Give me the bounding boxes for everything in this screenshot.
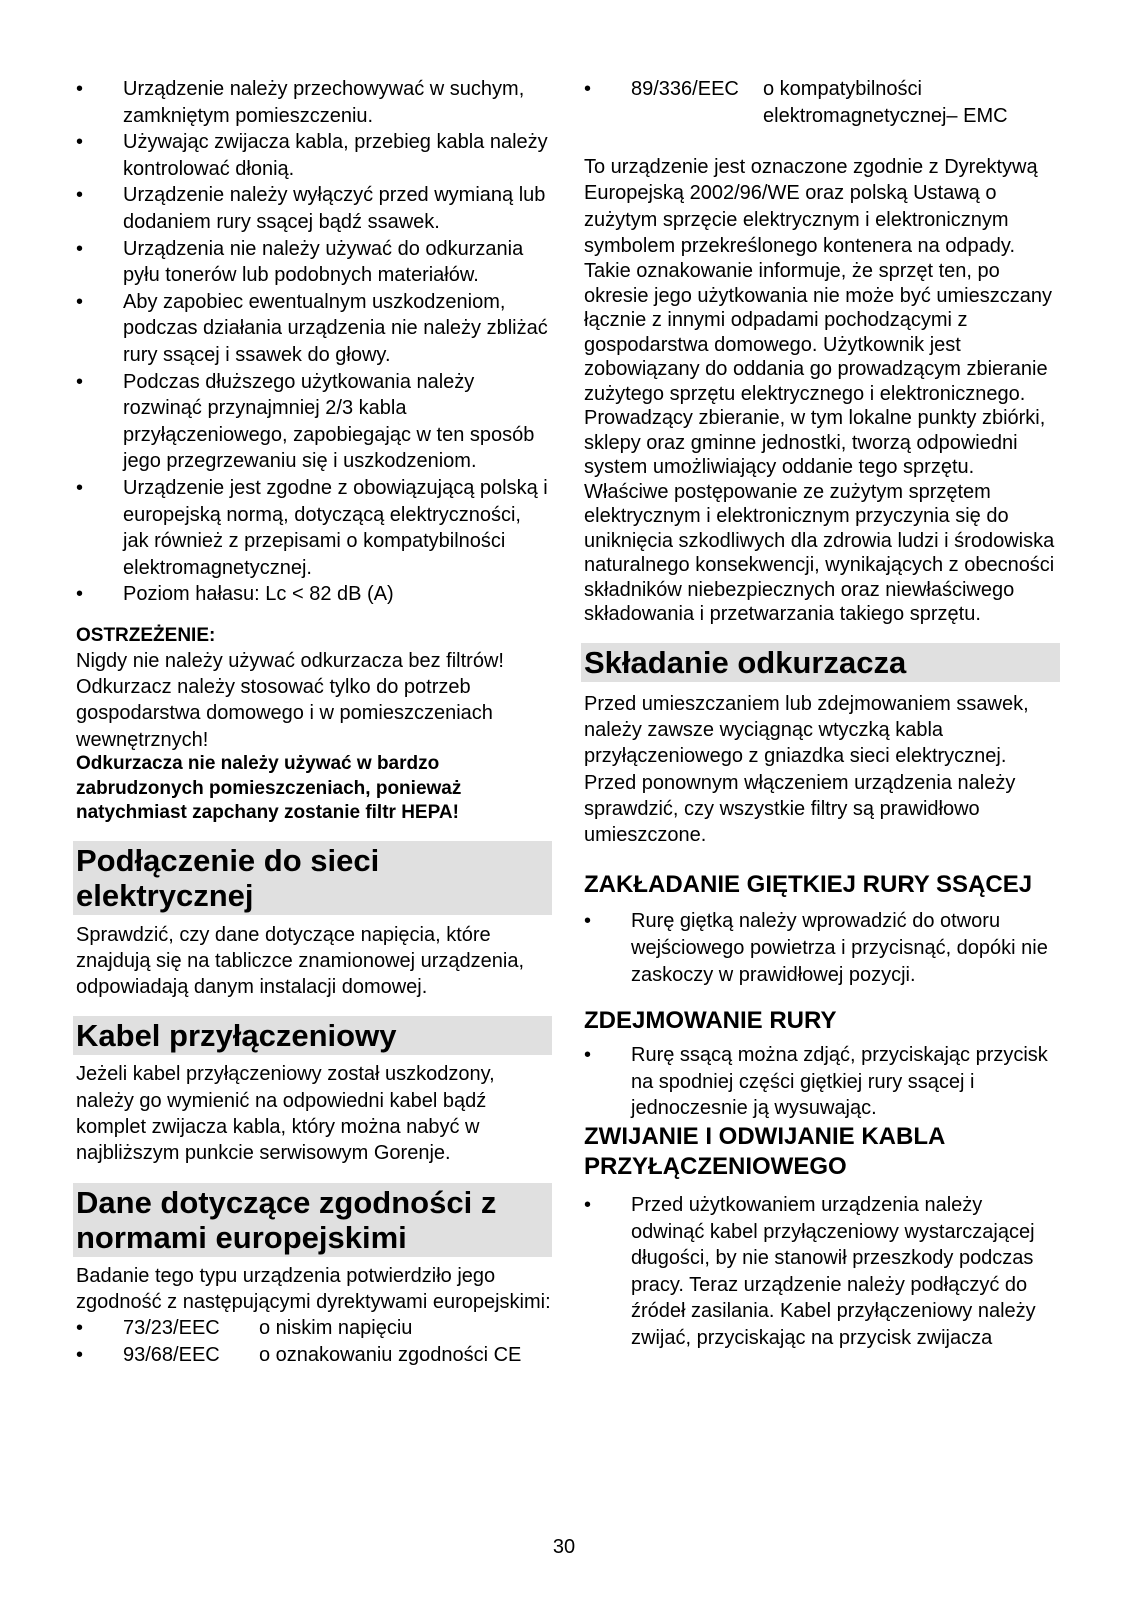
subheading-hose: ZAKŁADANIE GIĘTKIEJ RURY SSĄCEJ <box>584 871 1033 899</box>
directive-desc: o niskim napięciu <box>259 1317 413 1340</box>
cable-paragraph: Jeżeli kabel przyłączeniowy został uszkodzony, należy go wymienić na odpowiedni kabel bądź komplet zwijacza kabla, który można nabyć w najbliższym punkcie serwisowym Gorenje. <box>76 1063 495 1165</box>
directive-code: 89/336/EEC <box>631 78 739 100</box>
subheading-remove: ZDEJMOWANIE RURY <box>584 1007 837 1035</box>
list-item: • Urządzenia nie należy używać do odkurzania pyłu tonerów lub podobnych materiałów. <box>76 236 552 289</box>
directive-code: 93/68/EEC <box>123 1344 220 1367</box>
warning-text: Nigdy nie należy używać odkurzacza bez filtrów! Odkurzacz należy stosować tylko do potrzeb gospodarstwa domowego i w pomieszczeniach wewnętrznych! <box>76 649 504 751</box>
norms-paragraph: Badanie tego typu urządzenia potwierdziło jego zgodność z następującymi dyrektywami europejskimi: <box>76 1264 551 1313</box>
directive-row <box>584 76 1060 130</box>
directive-row <box>76 1315 552 1342</box>
list-item: • Aby zapobiec ewentualnym uszkodzeniom, podczas działania urządzenia nie należy zbliżać rury ssącej i ssawek do głowy. <box>76 289 552 369</box>
directive-code: 73/23/EEC <box>123 1317 220 1340</box>
list-item: • Urządzenie należy przechowywać w suchym, zamkniętym pomieszczeniu. <box>76 76 552 129</box>
list-item: • Używając zwijacza kabla, przebieg kabla należy kontrolować dłonią. <box>76 129 552 182</box>
section-heading-power: Podłączenie do sieci elektrycznej <box>73 841 552 915</box>
warning-title: OSTRZEŻENIE: <box>76 624 216 646</box>
right-column <box>584 76 1060 1352</box>
list-item: • Poziom hałasu: Lc < 82 dB (A) <box>76 581 552 608</box>
list-item: • Rurę ssącą można zdjąć, przyciskając przycisk na spodniej części giętkiej rury ssącej i jednoczesnie ją wysuwając. <box>584 1042 1060 1122</box>
page-number: 30 <box>552 1536 576 1558</box>
list-item: • Urządzenie należy wyłączyć przed wymianą lub dodaniem rury ssącej bądź ssawek. <box>76 182 552 235</box>
bullet: • <box>584 78 592 100</box>
section-heading-norms: Dane dotyczące zgodności z normami europejskimi <box>73 1183 552 1257</box>
subheading-cord: ZWIJANIE I ODWIJANIE KABLA PRZYŁĄCZENIOWEGO <box>584 1123 945 1181</box>
directive-desc: o kompatybilności elektromagnetycznej– EMC <box>763 78 1008 127</box>
weee-paragraph: To urządzenie jest oznaczone zgodnie z Dyrektywą Europejską 2002/96/WE oraz polską Ustawą o zużytym sprzęcie elektrycznym i elektronicznym symbolem przekreślonego kontenera na odpady. <box>584 156 1038 257</box>
bullet: • <box>76 1317 84 1340</box>
power-paragraph: Sprawdzić, czy dane dotyczące napięcia, które znajdują się na tabliczce znamionowej urządzenia, odpowiadają danym instalacji domowej. <box>76 923 525 999</box>
list-item: • Podczas dłuższego użytkowania należy rozwinąć przynajmniej 2/3 kabla przyłączeniowego, zapobiegając w ten sposób jego przegrzewaniu się i uszkodzeniom. <box>76 369 552 475</box>
list-item: • Rurę giętką należy wprowadzić do otworu wejściowego powietrza i przycisnąć, dopóki nie zaskoczy w prawidłowej pozycji. <box>584 908 1060 988</box>
warning-bold-text: Odkurzacza nie należy używać w bardzo zabrudzonych pomieszczeniach, ponieważ natychmiast zapchany zostanie filtr HEPA! <box>76 753 462 824</box>
weee-paragraph-2: Takie oznakowanie informuje, że sprzęt ten, po okresie jego użytkowania nie może być umieszczany łącznie z innymi odpadami pochodzącymi z gospodarstwa domowego. Użytkownik jest zobowiązany do oddania go prowadzącym zbieranie zużytego sprzętu elektrycznego i elektronicznego. Prowadzący zbieranie, w tym lokalne punkty zbiórki, sklepy oraz gminne jednostki, tworzą odpowiedni system umożliwiający oddanie tego sprzętu. Właściwe postępowanie ze zużytym sprzętem elektrycznym i elektronicznym przyczynia się do uniknięcia szkodliwych dla zdrowia ludzi i środowiska naturalnego konsekwencji, wynikających z obecności składników niebezpiecznych oraz niewłaściwego składowania i przetwarzania takiego sprzętu. <box>584 260 1055 626</box>
section-heading-cable: Kabel przyłączeniowy <box>73 1016 552 1055</box>
left-column <box>76 76 552 1369</box>
assembly-paragraph: Przed umieszczaniem lub zdejmowaniem ssawek, należy zawsze wyciągnąc wtyczką kabla przyłączeniowego z gniazdka sieci elektrycznej. Przed ponownym włączeniem urządzenia należy sprawdzić, czy wszystkie filtry są prawidłowo umieszczone. <box>584 692 1029 847</box>
bullet: • <box>76 1344 84 1367</box>
directive-row <box>76 1342 552 1369</box>
directive-desc: o oznakowaniu zgodności CE <box>259 1344 522 1367</box>
list-item: • Przed użytkowaniem urządzenia należy odwinąć kabel przyłączeniowy wystarczającej długości, by nie stanowił przeszkody podczas pracy. Teraz urządzenie należy podłączyć do źródeł zasilania. Kabel przyłączeniowy należy zwijać, przyciskając na przycisk zwijacza <box>584 1192 1060 1352</box>
list-item: • Urządzenie jest zgodne z obowiązującą polską i europejską normą, dotyczącą elektryczności, jak również z przepisami o kompatybilności elektromagnetycznej. <box>76 475 552 581</box>
section-heading-assembly: Składanie odkurzacza <box>581 643 1060 682</box>
